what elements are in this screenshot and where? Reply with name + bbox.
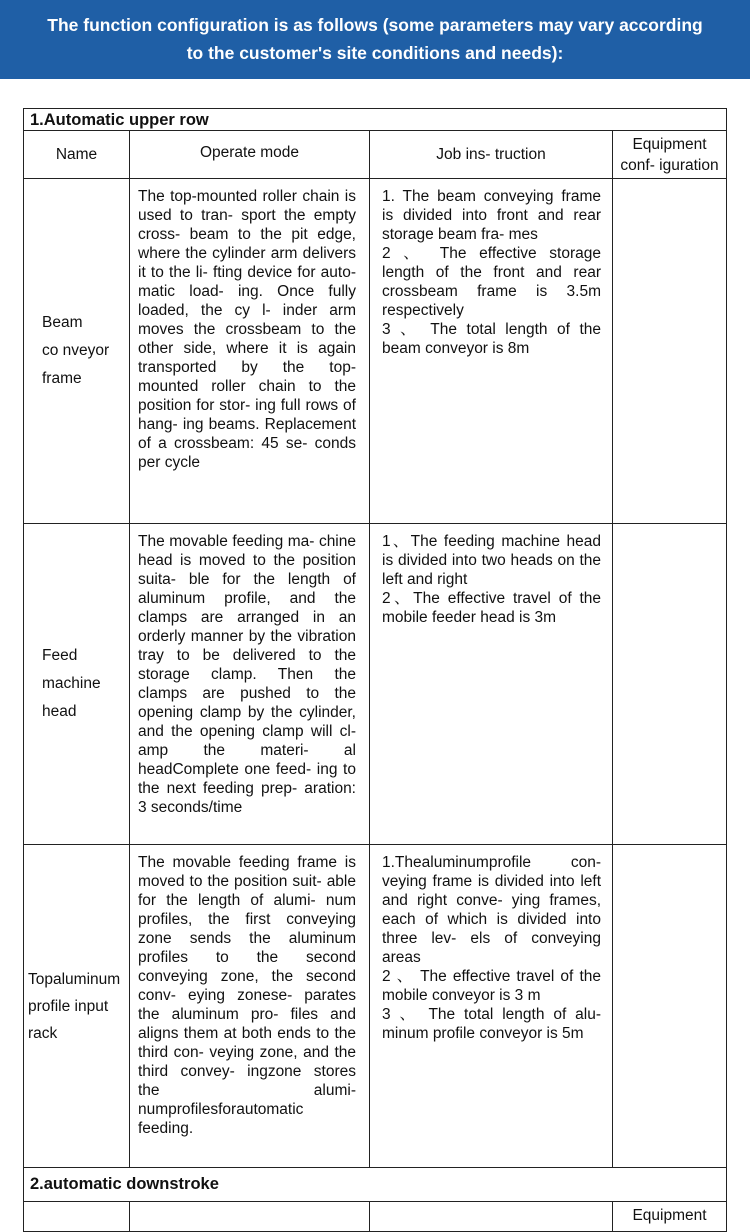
row-name-line: Feed <box>42 647 78 664</box>
row-name-cell <box>24 179 130 524</box>
row-name-line: machine <box>42 675 101 692</box>
equipment-cell <box>613 845 727 1168</box>
header-row <box>24 131 727 179</box>
table-row <box>24 179 727 524</box>
header-banner <box>0 0 750 79</box>
row-name-line: profile input <box>28 997 109 1015</box>
row-name-cell <box>24 845 130 1168</box>
job-instruction-cell: 1. The beam conveying frame is divided into front and rear storage beam fra- mes 2 、 The effective storage length of the front and rear crossbeam frame is 3.5m respectively 3 、 The total length of the beam conveyor is 8m <box>370 179 613 524</box>
row-name-line: head <box>42 703 77 720</box>
section-2-header-name <box>24 1202 130 1232</box>
header-operate-mode: Operate mode <box>130 131 370 179</box>
section-2-header-equipment: Equipment <box>613 1202 727 1232</box>
section-2-header-row <box>24 1202 727 1232</box>
equipment-cell <box>613 524 727 845</box>
operate-mode-cell: The movable feeding ma- chine head is moved to the position suita- ble for the length of aluminum profile, and the clamps are arranged in an orderly manner by the vibration tray to be delivered to the storage clamp. Then the clamps are pushed to the opening clamp by the cylinder, and the opening clamp will cl- amp the materi- al headComplete one feed- ing to the next feeding prep- aration: 3 seconds/time <box>130 524 370 845</box>
section-2-header-job <box>370 1202 613 1232</box>
row-name-line: rack <box>28 1024 58 1042</box>
row-name-line: Topaluminum <box>28 970 121 988</box>
operate-mode-cell: The movable feeding frame is moved to the position suit- able for the length of alumi- num profiles, the first conveying zone sends the aluminum profiles to the second conveying zone, the second conv- eying zonese- parates the aluminum pro- files and aligns them at both ends to the third con- veying zone, and the third convey- ingzone stores the alumi- numprofilesforautomatic feeding. <box>130 845 370 1168</box>
section-2-title: 2.automatic downstroke <box>24 1168 727 1202</box>
function-config-table <box>23 108 727 1232</box>
section-1-title: 1.Automatic upper row <box>24 109 727 131</box>
row-name-line: co nveyor <box>42 342 110 359</box>
header-name: Name <box>24 131 130 179</box>
section-2-title-row <box>24 1168 727 1202</box>
equipment-cell <box>613 179 727 524</box>
job-instruction-cell: 1.Thealuminumprofile con- veying frame is divided into left and right conve- ying frames, each of which is divided into three lev- els of conveying areas 2 、 The effective travel of the mobile conveyor is 3 m 3 、 The total length of alu- minum profile conveyor is 5m <box>370 845 613 1168</box>
header-job-instruction: Job ins- truction <box>370 131 613 179</box>
header-equipment-configuration <box>613 131 727 179</box>
section-2-header-operate <box>130 1202 370 1232</box>
banner-line-1: The function configuration is as follows (some parameters may vary according <box>47 15 703 35</box>
header-equipment-line-2: conf- iguration <box>620 156 719 174</box>
section-1-title-row <box>24 109 727 131</box>
row-name-line: frame <box>42 370 82 387</box>
table-row <box>24 524 727 845</box>
row-name-cell <box>24 524 130 845</box>
operate-mode-cell: The top-mounted roller chain is used to tran- sport the empty cross- beam to the pit edge, where the cylinder arm delivers it to the li- fting device for auto- matic load- ing. Once fully loaded, the cy l- inder arm moves the crossbeam to the other side, where it is again transported by the top- mounted roller chain to the position for stor- ing full rows of hang- ing beams. Replacement of a crossbeam: 45 se- conds per cycle <box>130 179 370 524</box>
job-instruction-cell: 1、The feeding machine head is divided into two heads on the left and right 2、The effective travel of the mobile feeder head is 3m <box>370 524 613 845</box>
banner-line-2: to the customer's site conditions and needs): <box>186 43 564 63</box>
row-name-line: Beam <box>42 314 83 331</box>
header-equipment-line-1: Equipment <box>632 135 707 153</box>
table-row <box>24 845 727 1168</box>
